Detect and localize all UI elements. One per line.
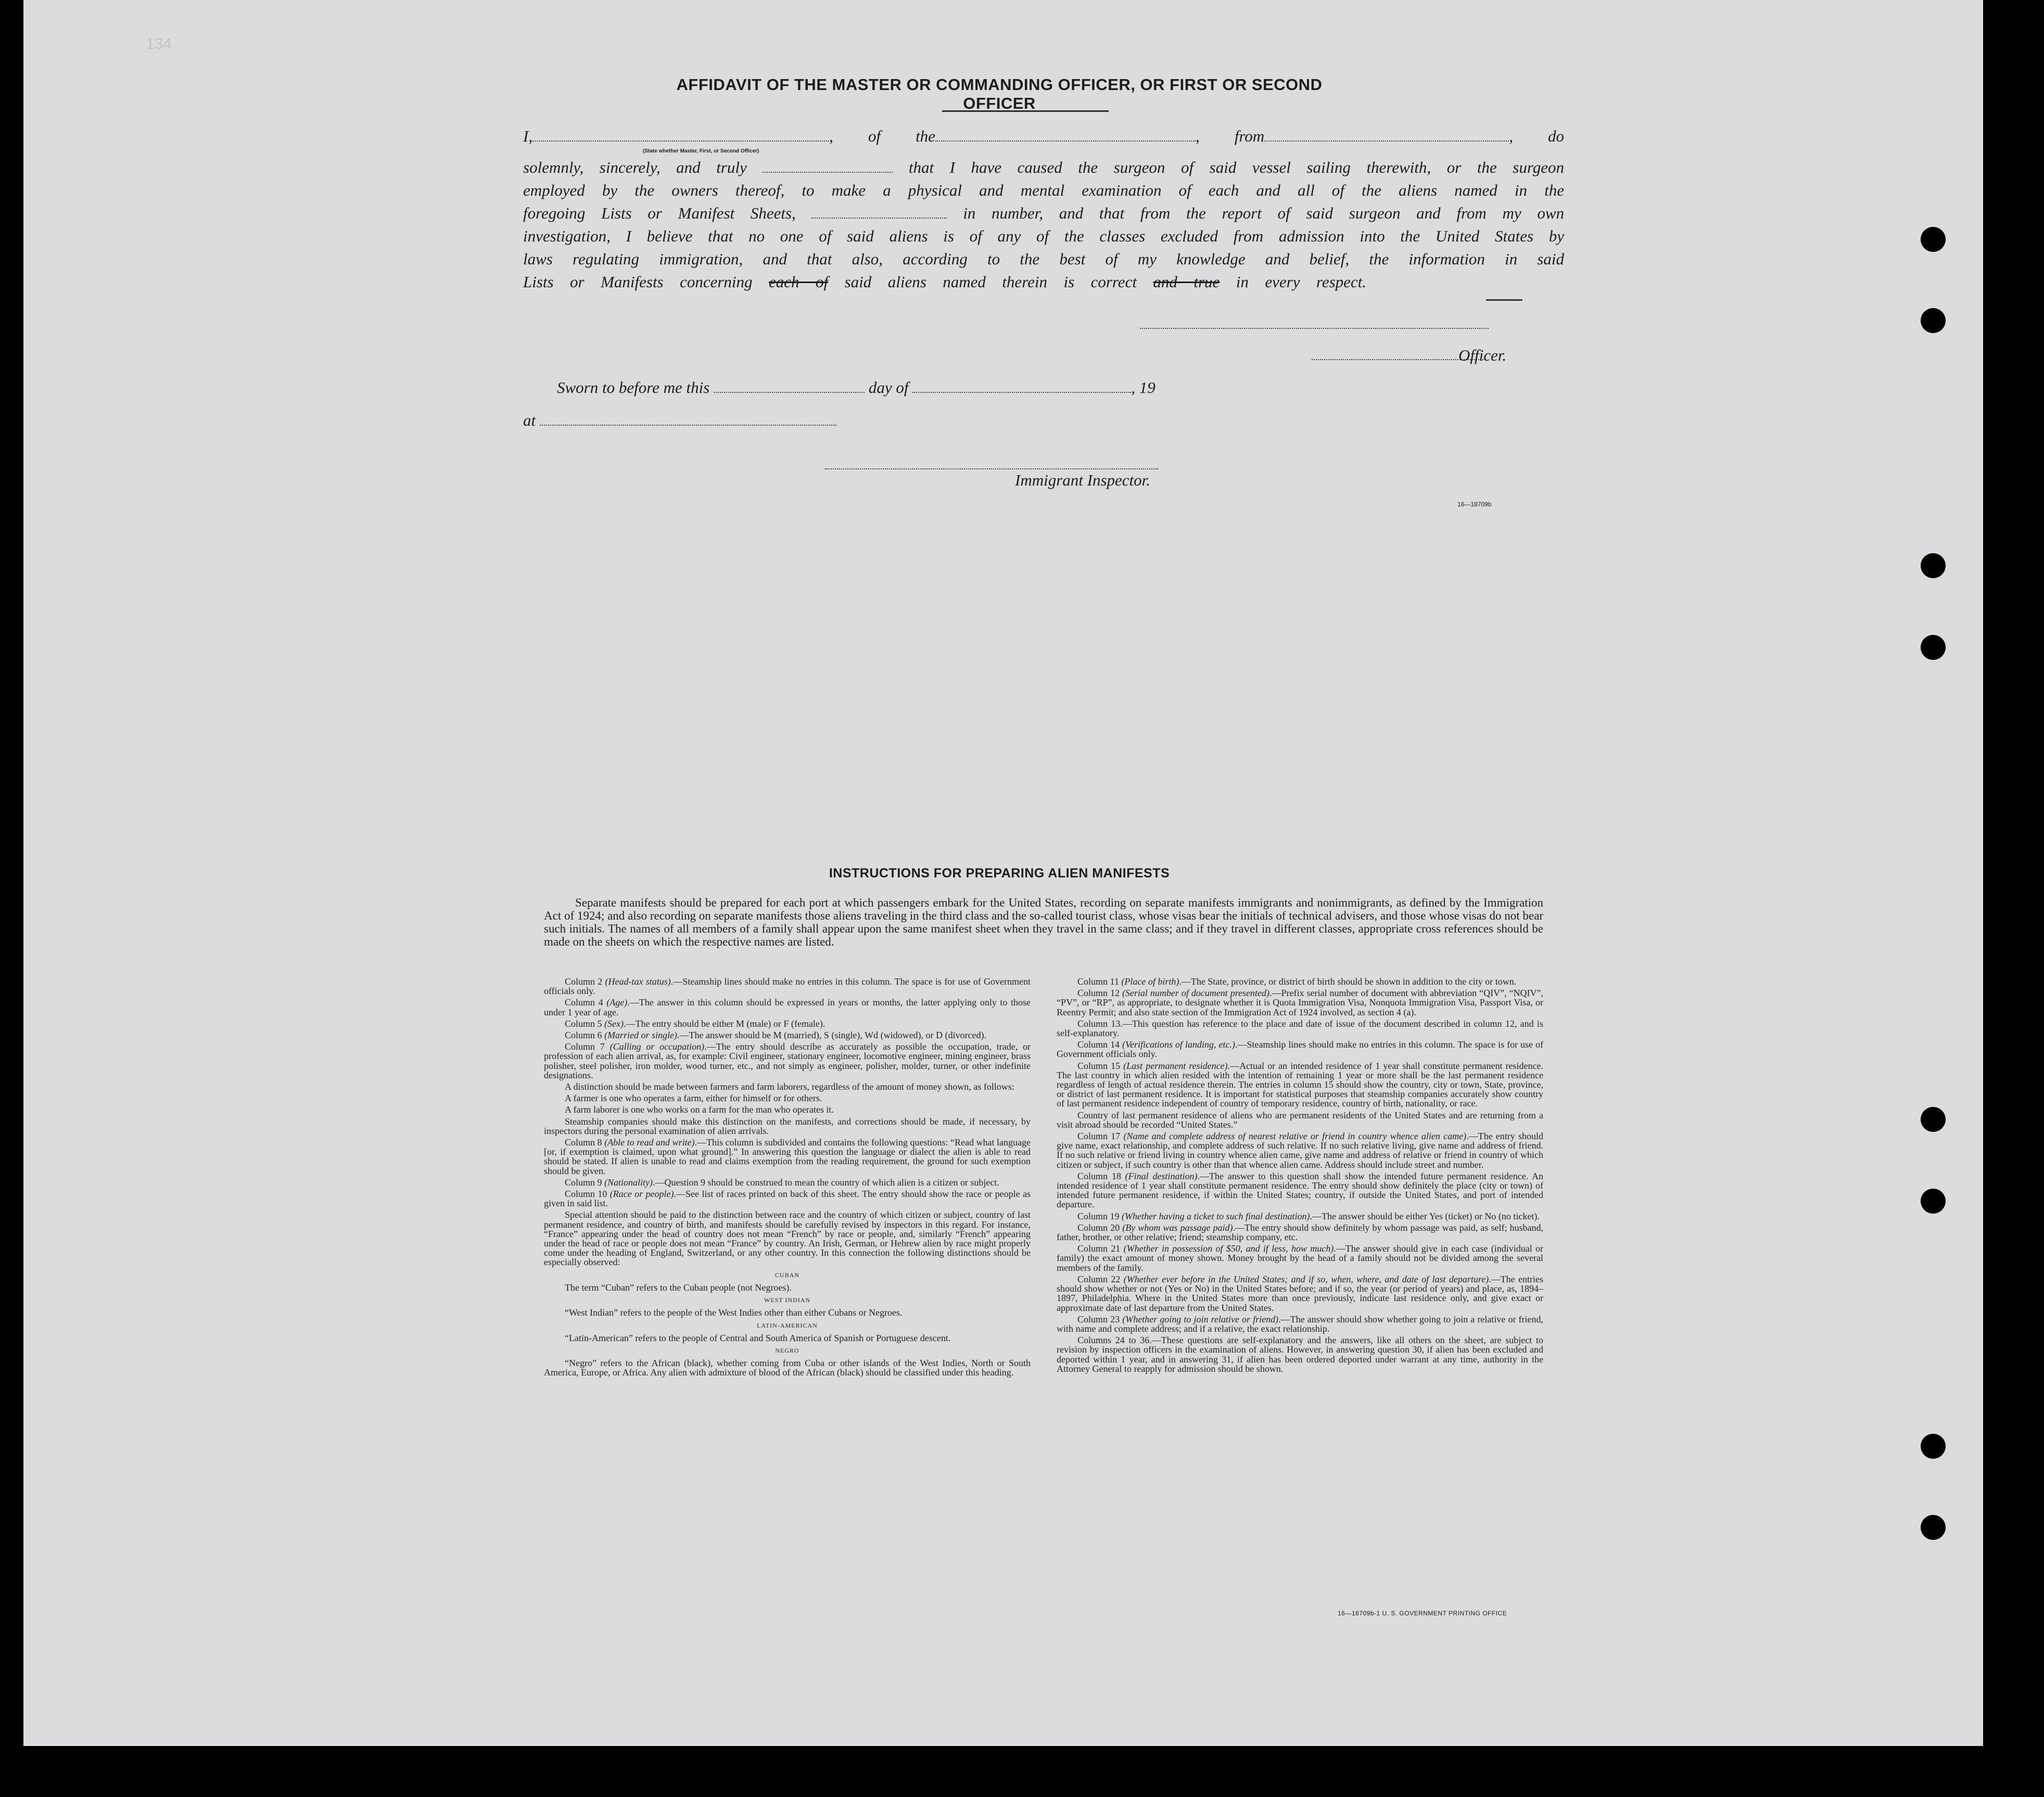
latin-american-definition: “Latin-American” refers to the people of Central and South America of Spanish or Portuguese descent.	[565, 1332, 951, 1343]
cuban-definition: The term “Cuban” refers to the Cuban people (not Negroes).	[565, 1282, 792, 1293]
col23-entry: Column 23 (Whether going to join relative or friend).—The answer should show whether going to join a relative or friend, with name and complete address; and if a relative, the exact relationship.	[1057, 1314, 1544, 1334]
instructions-title: INSTRUCTIONS FOR PREPARING ALIEN MANIFESTS	[829, 866, 1170, 881]
title-underline	[942, 110, 1109, 112]
officer-signature-line-top	[1140, 328, 1489, 329]
text-year: , 19	[1131, 378, 1156, 397]
text-i: I,	[523, 127, 533, 145]
col24-36-entry: Columns 24 to 36.—These questions are self-explanatory and the answers, like all others on the sheet, are subject to revision by inspection officers in the examination of aliens. However, in answering question 30, if alien has been excluded and deported within 1 year, and in answering 31, if alien has been ordered deported under warrant at any time, authority in the Attorney General to reapply for admission should be shown.	[1057, 1335, 1543, 1374]
struck-each-of: each of	[769, 273, 829, 291]
col6-entry: Column 6 (Married or single).—The answer should be M (married), S (single), Wd (widowed), or D (divorced).	[565, 1030, 987, 1041]
at-line	[523, 411, 836, 430]
punch-hole	[1921, 553, 1946, 578]
col10-entry: Column 10 (Race or people).—See list of races printed on back of this sheet. The entry should show the race or people as given in said list.	[544, 1189, 1031, 1209]
col4-entry: Column 4 (Age).—The answer in this column should be expressed in years or months, the latter applying only to those under 1 year of age.	[544, 997, 1031, 1017]
col5-entry: Column 5 (Sex).—The entry should be either M (male) or F (female).	[565, 1018, 826, 1029]
heading-negro: NEGRO	[775, 1346, 799, 1354]
count-blank	[811, 204, 947, 219]
affidavit-line-2	[523, 156, 1564, 179]
text-solemnly: solemnly, sincerely, and truly	[523, 158, 747, 176]
signature-mark	[1486, 299, 1522, 301]
text-of-the: , of the	[829, 127, 935, 145]
col11-entry: Column 11 (Place of birth).—The State, province, or district of birth should be shown in addition to the city or town.	[1077, 976, 1517, 987]
punch-hole	[1921, 1107, 1946, 1132]
struck-and-true: and true	[1153, 273, 1220, 291]
text-sworn: Sworn to before me this	[557, 378, 710, 397]
instructions-right-column	[1057, 977, 1543, 1375]
text-lists: Lists or Manifests concerning	[523, 273, 753, 291]
place-blank	[540, 411, 836, 426]
text-surgeon: that I have caused the surgeon of said vessel sailing therewith, or the surgeon	[908, 158, 1564, 176]
punch-hole	[1921, 227, 1946, 252]
col20-entry: Column 20 (By whom was passage paid).—The entry should show definitely by whom passage was paid, as self; husband, father, brother, or other relative; friend; steamship company, etc.	[1057, 1222, 1543, 1243]
steamship-note: Steamship companies should make this distinction on the manifests, and corrections should be made, if necessary, by inspectors during the personal examination of alien arrivals.	[544, 1116, 1031, 1136]
heading-cuban: CUBAN	[775, 1271, 799, 1279]
sworn-line	[557, 378, 1156, 397]
inspector-label: Immigrant Inspector.	[1015, 471, 1151, 489]
affidavit-line-5: investigation, I believe that no one of said aliens is of any of the classes excluded from admission into the United States by	[523, 227, 1564, 245]
col12-entry: Column 12 (Serial number of document presented).—Prefix serial number of document with abbreviation “QIV”, “NQIV”, “PV”, or “RP”, as appropriate, to designate whether it is Quota Immigration Visa, Nonquota Immigration Visa, Passport Visa, or Reentry Permit; and also state section of the Immigration Act of 1924 involved, as section 4 (a).	[1057, 988, 1543, 1017]
officer-rank-blank	[532, 127, 829, 142]
form-reference: 16—18709b	[1457, 501, 1492, 508]
farmer-definition: A farmer is one who operates a farm, either for himself or for others.	[565, 1093, 822, 1104]
col21-entry: Column 21 (Whether in possession of $50, and if less, how much).—The answer should give in each case (individual or family) the exact amount of money shown. Money brought by the head of a family should not be divided among the several members of the family.	[1057, 1243, 1543, 1273]
negro-definition: “Negro” refers to the African (black), whether coming from Cuba or other islands of the West Indies, North or South America, Europe, or Africa. Any alien with admixture of blood of the African (black) should be classified under this heading.	[544, 1358, 1031, 1378]
text-at: at	[523, 411, 536, 429]
col19-entry: Column 19 (Whether having a ticket to such final destination).—The answer should be either Yes (ticket) or No (no ticket).	[1077, 1210, 1540, 1221]
inspector-signature-line	[825, 468, 1158, 469]
col7-entry: Column 7 (Calling or occupation).—The entry should describe as accurately as possible the occupation, trade, or profession of each alien arrival, as, for example: Civil engineer, stationary engineer, locomotive engineer, mining engineer, brass polisher, steel polisher, iron molder, wood turner, etc., and not simply as engineer, polisher, molder, turner, or other indefinite designations.	[544, 1041, 1031, 1080]
col15-entry: Column 15 (Last permanent residence).—Actual or an intended residence of 1 year shall constitute permanent residence. The last country in which alien resided with the intention of remaining 1 year or more shall be the last permanent residence regardless of length of actual residence therein. The entries in column 15 should show the country, city or town, State, province, or district of last permanent residence. It is important for statistical purposes that steamship companies accurately show country of last permanent residence independent of country of temporary residence, country of birth, nationality, or race.	[1057, 1060, 1543, 1109]
col8-entry: Column 8 (Able to read and write).—This column is subdivided and contains the following questions: “Read what language [or, if exemption is claimed, upon what ground].” In answering this question the language or dialect the alien is able to read should be stated. If alien is unable to read and claims exemption from the reading requirement, the ground for such exemption should be given.	[544, 1137, 1031, 1176]
affidavit-title: AFFIDAVIT OF THE MASTER OR COMMANDING OFFICER, OR FIRST OR SECOND OFFICER	[676, 75, 1323, 112]
oath-blank	[763, 158, 893, 173]
instructions-intro: Separate manifests should be prepared for each port at which passengers embark for the United States, recording on separate manifests immigrants and nonimmigrants, as defined by the Immigration Act of 1924; and also recording on separate manifests those aliens traveling in the third class and the so-called tourist class, whose visas bear the initials of technical advisers, and those whose visas do not bear such initials. The names of all members of a family shall appear upon the same manifest sheet when they travel in the same class; and if they travel in different classes, appropriate cross references should be made on the sheets on which the respective names are listed.	[544, 896, 1543, 948]
rank-note: (State whether Master, First, or Second Officer)	[643, 148, 759, 154]
col18-entry: Column 18 (Final destination).—The answer to this question shall show the intended future permanent residence. An intended residence of 1 year shall constitute permanent residence. The entry should show definitely the place (city or town) of intended future permanent residence, if within the United States; country, if outside the United States, and port of intended departure.	[1057, 1170, 1544, 1210]
heading-latin-american: LATIN-AMERICAN	[757, 1321, 818, 1329]
text-do: , do	[1509, 127, 1564, 145]
punch-hole	[1921, 1515, 1946, 1540]
affidavit-line-3: employed by the owners thereof, to make a physical and mental examination of each and all of the aliens named in the	[523, 181, 1564, 199]
col17-entry: Column 17 (Name and complete address of nearest relative or friend in country whence alien came).—The entry should give name, exact relationship, and complete address of such relative. If no such relative living, give name and address of friend. If no such relative or friend living in country whence alien came, give name and address of relative or friend in country of which citizen or subject, if such country is other than that whence alien came. Address should include street and number.	[1057, 1131, 1543, 1170]
heading-west-indian: WEST INDIAN	[764, 1296, 811, 1304]
affidavit-line-4	[523, 202, 1564, 225]
farmer-distinction: A distinction should be made between farmers and farm laborers, regardless of the amount of money shown, as follows:	[565, 1081, 1014, 1092]
affidavit-line-6: laws regulating immigration, and that also, according to the best of my knowledge and belief, the information in said	[523, 250, 1564, 268]
officer-signature-line	[1312, 359, 1483, 360]
affidavit-line-1	[523, 125, 1564, 148]
col14-entry: Column 14 (Verifications of landing, etc.).—Steamship lines should make no entries in this column. The space is for use of Government officials only.	[1057, 1039, 1544, 1060]
printing-office-footer: 16—18709b-1 U. S. GOVERNMENT PRINTING OFFICE	[1338, 1610, 1507, 1617]
west-indian-definition: “West Indian” refers to the people of the West Indies other than either Cubans or Negroes.	[565, 1307, 903, 1318]
officer-label: Officer.	[1458, 346, 1507, 364]
vessel-name-blank	[935, 127, 1196, 142]
race-distinction-note: Special attention should be paid to the distinction between race and the country of which citizen or subject, country of last permanent residence, and country of birth, and manifests should be carefully revised by inspectors in this regard. For instance, “France” appearing under the head of country does not mean “French” by race or people, and, similarly “French” appearing under the head of race or people does not mean “France” by country. An Irish, German, or Hebrew alien by race might properly come under the heading of England, Switzerland, or any other country. In this connection the following distinctions should be especially observed:	[544, 1209, 1031, 1268]
corner-stamp: 134	[146, 35, 172, 53]
punch-hole	[1921, 1189, 1946, 1214]
col9-entry: Column 9 (Nationality).—Question 9 should be construed to mean the country of which alien is a citizen or subject.	[565, 1177, 999, 1188]
manifest-sheet	[23, 0, 1983, 1746]
text-day-of: day of	[868, 378, 909, 397]
col13-entry: Column 13.—This question has reference to the place and date of issue of the document described in column 12, and is self-explanatory.	[1057, 1018, 1543, 1039]
instructions-left-column	[544, 977, 1031, 1380]
farm-laborer-definition: A farm laborer is one who works on a farm for the man who operates it.	[565, 1104, 834, 1115]
text-from: , from	[1195, 127, 1265, 145]
text-correct: said aliens named therein is correct	[844, 273, 1137, 291]
punch-hole	[1921, 635, 1946, 660]
col22-entry: Column 22 (Whether ever before in the United States; and if so, when, where, and date of last departure).—The entries should show whether or not (Yes or No) in the United States before; and if so, the year (or period of years) and place, as, 1894–1897, Philadelphia. Where in the United States more than once previously, indicate last residence only, and give exact or approximate date of last departure from the United States.	[1057, 1273, 1544, 1313]
day-blank	[714, 378, 865, 393]
text-every-respect: in every respect.	[1236, 273, 1367, 291]
country-residence-note: Country of last permanent residence of aliens who are permanent residents of the United States and are returning from a visit abroad should be recorded “United States.”	[1057, 1110, 1543, 1130]
punch-hole	[1921, 308, 1946, 333]
month-blank	[912, 378, 1131, 393]
port-blank	[1264, 127, 1509, 142]
col2-entry: Column 2 (Head-tax status).—Steamship lines should make no entries in this column. The space is for use of Government officials only.	[544, 976, 1031, 997]
affidavit-line-7	[523, 271, 1366, 294]
text-in-number: in number, and that from the report of said surgeon and from my own	[963, 204, 1565, 222]
text-foregoing: foregoing Lists or Manifest Sheets,	[523, 204, 796, 222]
punch-hole	[1921, 1434, 1946, 1459]
